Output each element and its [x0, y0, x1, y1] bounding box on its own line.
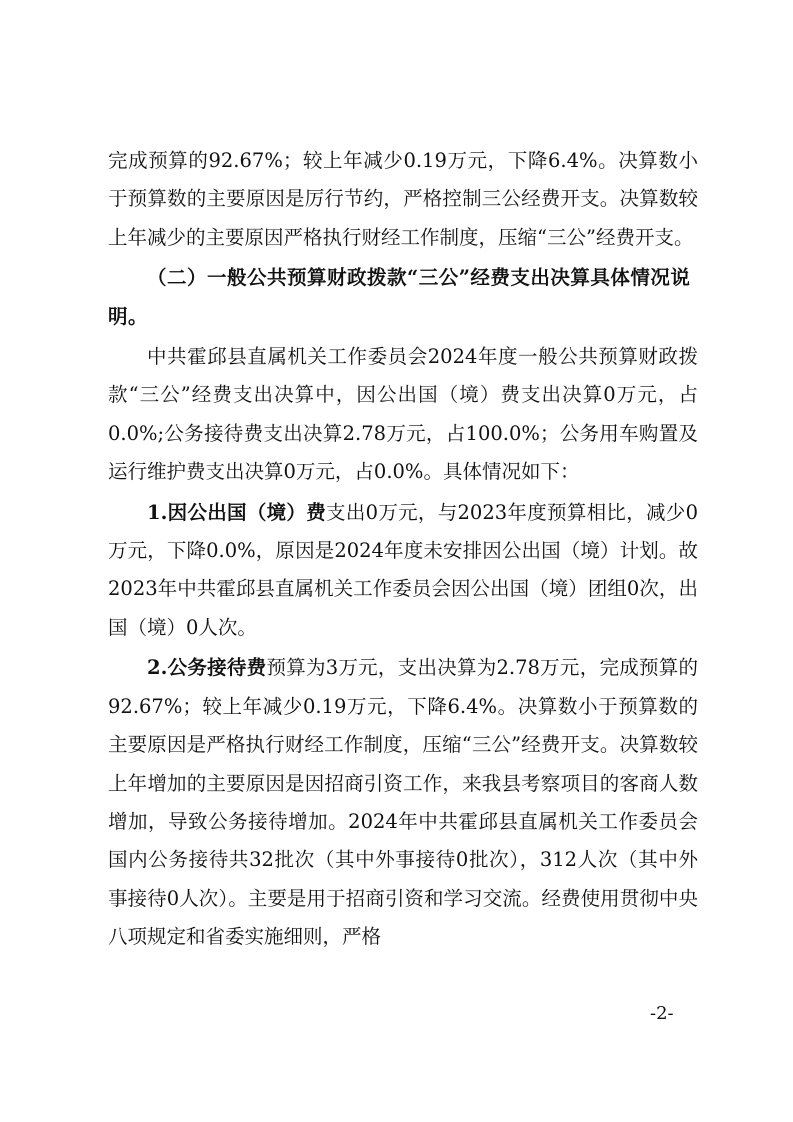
paragraph-overview: 中共霍邱县直属机关工作委员会2024年度一般公共预算财政拨款“三公”经费支出决算中，因公出国（境）费支出决算0万元，占0.0%;公务接待费支出决算2.78万元，占100.0%；公务用车购置及运行维护费支出决算0万元，占0.0%。具体情况如下：	[108, 345, 698, 484]
paragraph-official-reception	[108, 649, 698, 956]
paragraph-overseas-travel	[108, 494, 698, 648]
page-number: -2-	[650, 1003, 674, 1024]
item-lead-official-reception: 2.公务接待费	[147, 656, 267, 680]
item-body-overseas-travel: 支出0万元，与2023年度预算相比，减少0万元，下降0.0%，原因是2024年度未安排因公出国（境）计划。故2023年中共霍邱县直属机关工作委员会因公出国（境）团组0次，出国（境）0人次。	[108, 500, 698, 639]
item-body-official-reception: 预算为3万元，支出决算为2.78万元，完成预算的92.67%；较上年减少0.19万元，下降6.4%。决算数小于预算数的主要原因是严格执行财经工作制度，压缩“三公”经费开支。决算数较上年增加的主要原因是因招商引资工作，来我县考察项目的客商人数增加，导致公务接待增加。2024年中共霍邱县直属机关工作委员会国内公务接待共32批次（其中外事接待0批次），312人次（其中外事接待0人次）。主要是用于招商引资和学习交流。经费使用贯彻中央八项规定和省委实施细则，严格	[108, 656, 699, 949]
paragraph-continued: 完成预算的92.67%；较上年减少0.19万元，下降6.4%。决算数小于预算数的主要原因是厉行节约，严格控制三公经费开支。决算数较上年减少的主要原因严格执行财经工作制度，压缩“三公”经费开支。	[108, 149, 698, 249]
section-heading: （二）一般公共预算财政拨款“三公”经费支出决算具体情况说明。	[108, 266, 691, 328]
body-text	[108, 142, 698, 957]
item-lead-overseas-travel: 1.因公出国（境）费	[147, 500, 327, 524]
